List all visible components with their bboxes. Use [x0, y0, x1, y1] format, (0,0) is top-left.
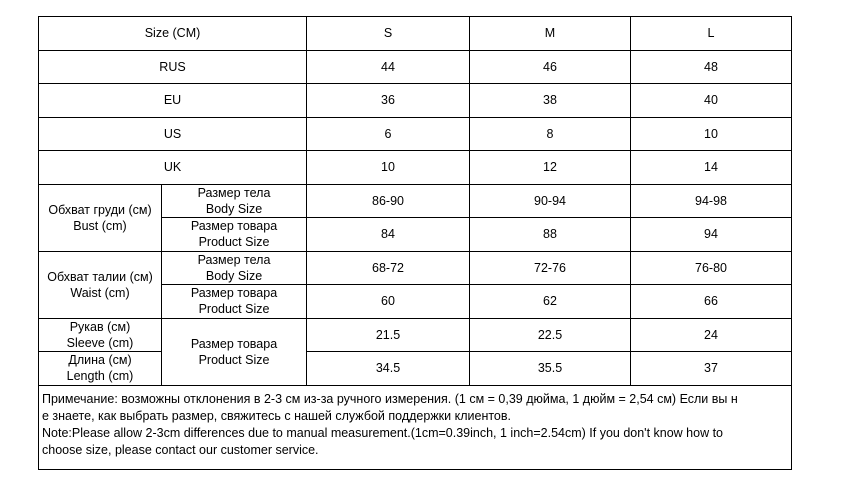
waist-label [39, 251, 162, 318]
note-cell [39, 385, 792, 469]
waist-product-size-label [162, 285, 307, 319]
uk-s: 10 [307, 151, 470, 185]
note-ru-line-1: Примечание: возможны отклонения в 2-3 см из-за ручного измерения. (1 см = 0,39 дюйма, 1 дюйм = 2,54 см) Если вы н [42, 391, 738, 406]
product-size-label-ru: Размер товара [190, 286, 278, 301]
size-m-header: M [470, 17, 631, 51]
product-size-label-ru: Размер товара [190, 336, 278, 351]
body-size-label-ru: Размер тела [197, 252, 271, 267]
table-row [39, 84, 792, 118]
waist-product-m: 62 [470, 285, 631, 319]
body-size-label-en: Body Size [205, 201, 263, 216]
us-m: 8 [470, 117, 631, 151]
rus-l: 48 [631, 50, 792, 84]
us-s: 6 [307, 117, 470, 151]
bust-body-size-label [162, 184, 307, 218]
bust-body-m: 90-94 [470, 184, 631, 218]
note-row [39, 385, 792, 469]
length-label-ru: Длина (см) [68, 353, 132, 368]
product-size-label-en: Product Size [198, 235, 270, 250]
size-header-label: Size (CM) [39, 17, 307, 51]
waist-body-s: 68-72 [307, 251, 470, 285]
table-row [39, 50, 792, 84]
bust-label-en: Bust (cm) [73, 218, 127, 233]
note-en-line-2: choose size, please contact our customer service. [42, 442, 319, 457]
waist-product-l: 66 [631, 285, 792, 319]
rus-m: 46 [470, 50, 631, 84]
bust-product-size-label [162, 218, 307, 252]
bust-product-s: 84 [307, 218, 470, 252]
uk-label: UK [39, 151, 307, 185]
length-label [39, 352, 162, 386]
length-l: 37 [631, 352, 792, 386]
table-row [39, 251, 792, 285]
waist-label-ru: Обхват талии (см) [47, 269, 153, 284]
body-size-label-en: Body Size [205, 268, 263, 283]
waist-label-en: Waist (cm) [70, 285, 130, 300]
table-row [39, 352, 792, 386]
rus-s: 44 [307, 50, 470, 84]
table-row [39, 184, 792, 218]
size-chart-table [38, 16, 792, 470]
product-size-label-en: Product Size [198, 352, 270, 367]
waist-body-size-label [162, 251, 307, 285]
sleeve-label-ru: Рукав (см) [69, 319, 131, 334]
sleeve-label [39, 318, 162, 352]
bust-body-l: 94-98 [631, 184, 792, 218]
table-row [39, 117, 792, 151]
note-en-line-1: Note:Please allow 2-3cm differences due to manual measurement.(1cm=0.39inch, 1 inch=2.54cm) If you don't know how to [42, 425, 723, 440]
bust-product-l: 94 [631, 218, 792, 252]
waist-body-m: 72-76 [470, 251, 631, 285]
bust-body-s: 86-90 [307, 184, 470, 218]
size-l-header: L [631, 17, 792, 51]
sleeve-label-en: Sleeve (cm) [66, 335, 134, 350]
uk-l: 14 [631, 151, 792, 185]
uk-m: 12 [470, 151, 631, 185]
body-size-label-ru: Размер тела [197, 185, 271, 200]
note-ru-line-2: е знаете, как выбрать размер, свяжитесь с нашей службой поддержки клиентов. [42, 408, 511, 423]
sleeve-m: 22.5 [470, 318, 631, 352]
us-l: 10 [631, 117, 792, 151]
rus-label: RUS [39, 50, 307, 84]
length-s: 34.5 [307, 352, 470, 386]
bust-label-ru: Обхват груди (см) [48, 202, 152, 217]
bust-product-m: 88 [470, 218, 631, 252]
sleeve-s: 21.5 [307, 318, 470, 352]
waist-body-l: 76-80 [631, 251, 792, 285]
length-m: 35.5 [470, 352, 631, 386]
eu-l: 40 [631, 84, 792, 118]
waist-product-s: 60 [307, 285, 470, 319]
length-label-en: Length (cm) [66, 369, 134, 384]
sleeve-length-product-size-label [162, 318, 307, 385]
table-row [39, 151, 792, 185]
eu-label: EU [39, 84, 307, 118]
header-row [39, 17, 792, 51]
bust-label [39, 184, 162, 251]
table-row [39, 318, 792, 352]
size-s-header: S [307, 17, 470, 51]
product-size-label-ru: Размер товара [190, 219, 278, 234]
sleeve-l: 24 [631, 318, 792, 352]
product-size-label-en: Product Size [198, 302, 270, 317]
us-label: US [39, 117, 307, 151]
eu-s: 36 [307, 84, 470, 118]
eu-m: 38 [470, 84, 631, 118]
